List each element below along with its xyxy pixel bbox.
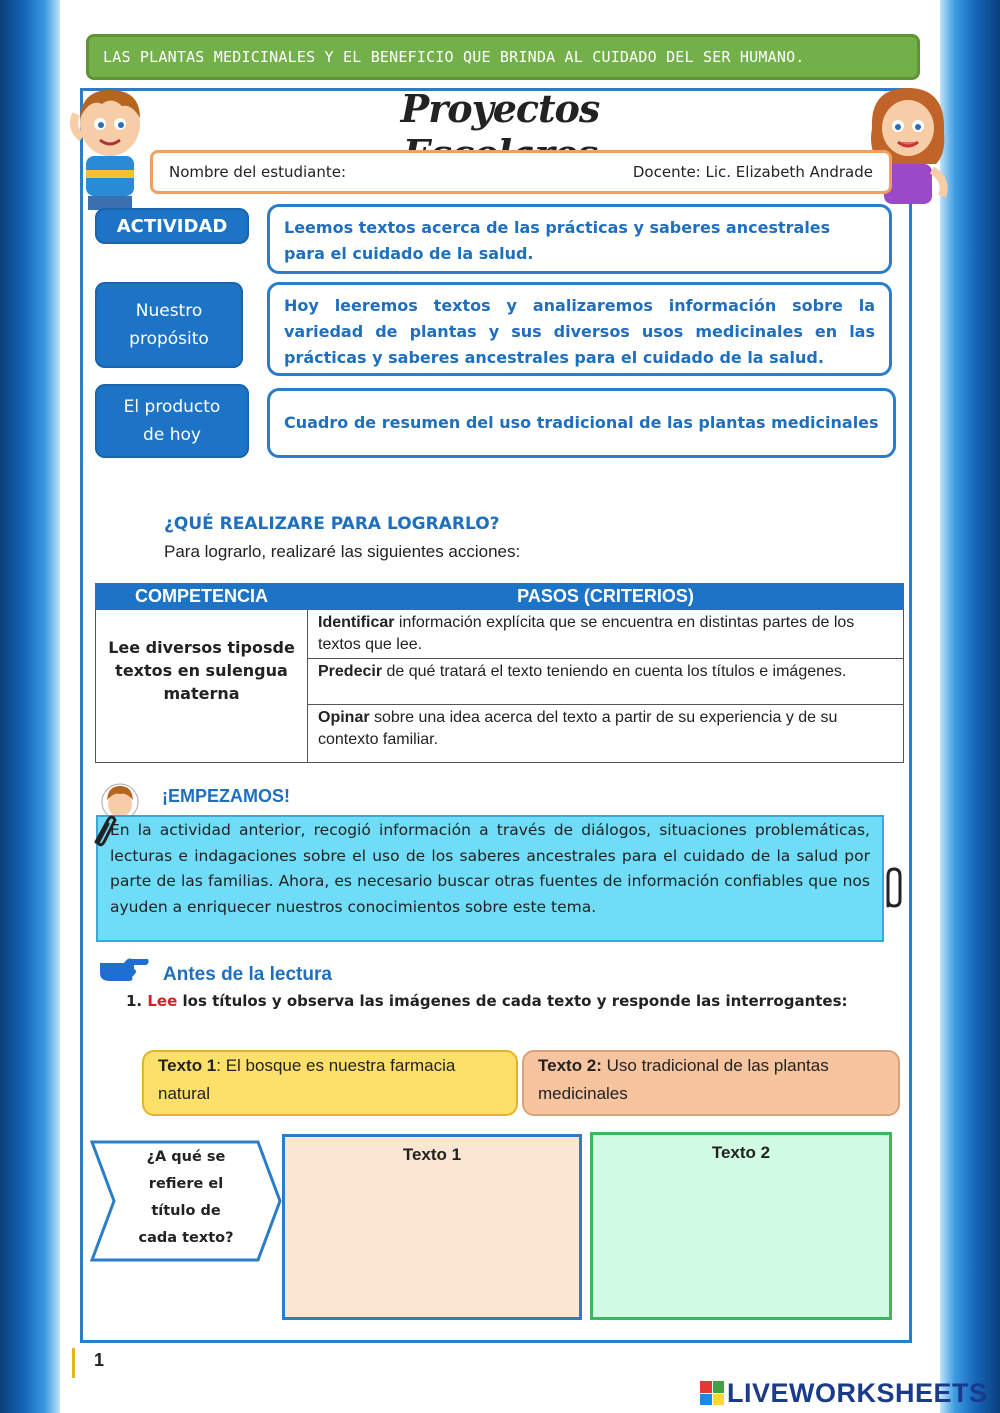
steps-header: PASOS (CRITERIOS)	[308, 584, 904, 610]
instruction-verb: Lee	[147, 992, 178, 1010]
text2-label: Texto 2:	[538, 1056, 602, 1075]
right-border-decoration	[940, 0, 1000, 1413]
paperclip-icon	[874, 866, 902, 910]
teacher-name: Docente: Lic. Elizabeth Andrade	[632, 163, 873, 181]
question-line: ¿A qué se	[146, 1149, 226, 1165]
pointing-hand-icon	[98, 951, 150, 985]
start-title: ¡EMPEZAMOS!	[162, 786, 290, 806]
start-text-box: En la actividad anterior, recogió información a través de diálogos, situaciones problemáticas, lecturas e indagaciones sobre el uso de los saberes ancestrales para el cuidado de la salud por parte de las familias. Ahora, es necesario buscar otras fuentes de información confiables que nos ayuden a enriquecer nuestros conocimientos sobre este tema.	[96, 815, 884, 942]
table-row	[96, 610, 904, 659]
step-text: sobre una idea acerca del texto a partir de su experiencia y de su contexto familiar.	[318, 709, 838, 748]
step-text: de qué tratará el texto teniendo en cuenta los títulos e imágenes.	[382, 663, 847, 680]
answer2-header: Texto 2	[711, 1143, 771, 1162]
answer-box-text1[interactable]	[282, 1134, 582, 1320]
text2-title: Uso tradicional de las plantas medicinales	[538, 1056, 829, 1103]
student-name-label: Nombre del estudiante:	[169, 163, 347, 181]
purpose-label-line1: Nuestro	[135, 301, 203, 321]
step-verb: Opinar	[318, 709, 370, 726]
topic-banner: LAS PLANTAS MEDICINALES Y EL BENEFICIO QUE BRINDA AL CUIDADO DEL SER HUMANO.	[86, 34, 920, 80]
answer1-header: Texto 1	[402, 1145, 462, 1164]
instruction-text: los títulos y observa las imágenes de cada texto y responde las interrogantes:	[177, 992, 848, 1010]
student-info-box	[150, 150, 892, 194]
competence-line: textos en sulengua	[115, 661, 288, 680]
competence-cell	[96, 610, 308, 763]
boy-illustration	[62, 84, 158, 210]
step-verb: Predecir	[318, 663, 383, 680]
text1-label: Texto 1	[158, 1056, 217, 1075]
liveworksheets-logo	[700, 1378, 988, 1408]
left-border-decoration	[0, 0, 60, 1413]
question-line: cada texto?	[138, 1230, 234, 1246]
product-text: Cuadro de resumen del uso tradicional de las plantas medicinales	[267, 388, 896, 458]
question-line: refiere el	[148, 1176, 224, 1192]
step-cell	[308, 705, 904, 763]
product-label	[95, 384, 249, 458]
purpose-label	[95, 282, 243, 368]
step-text: información explícita que se encuentra en distintas partes de los textos que lee.	[318, 614, 855, 653]
step-cell	[308, 610, 904, 659]
product-label-line1: El producto	[123, 397, 221, 417]
instruction-number: 1.	[126, 992, 143, 1010]
answer-box-text2[interactable]	[590, 1132, 892, 1320]
competence-line: Lee diversos tiposde	[108, 638, 295, 657]
purpose-label-line2: propósito	[129, 329, 209, 349]
plan-title: ¿QUÉ REALIZARE PARA LOGRARLO?	[164, 514, 500, 534]
competence-table	[95, 583, 904, 763]
text1-title: : El bosque es nuestra farmacia natural	[158, 1056, 456, 1103]
paperclip-icon	[88, 812, 118, 852]
text1-title-box	[142, 1050, 518, 1116]
purpose-text: Hoy leeremos textos y analizaremos información sobre la variedad de plantas y sus diversos usos medicinales en las prácticas y saberes ancestrales para el cuidado de la salud.	[267, 282, 892, 376]
plan-subtitle: Para lograrlo, realizaré las siguientes acciones:	[164, 542, 521, 561]
step-cell	[308, 659, 904, 705]
competence-header: COMPETENCIA	[96, 584, 308, 610]
activity-label: ACTIVIDAD	[95, 208, 249, 244]
question-text	[100, 1144, 272, 1252]
reading-instruction	[126, 992, 848, 1010]
activity-text: Leemos textos acerca de las prácticas y saberes ancestrales para el cuidado de la salud.	[267, 204, 892, 274]
before-reading-title: Antes de la lectura	[163, 964, 332, 985]
page-number: 1	[94, 1350, 105, 1370]
page-title: Proyectos	[400, 86, 600, 131]
product-label-line2: de hoy	[143, 425, 201, 445]
step-verb: Identificar	[318, 614, 395, 631]
table-header-row	[96, 584, 904, 610]
logo-text: LIVEWORKSHEETS	[727, 1377, 988, 1408]
competence-line: materna	[163, 684, 240, 703]
text2-title-box	[522, 1050, 900, 1116]
logo-mark-icon	[700, 1381, 724, 1405]
page-number-bar	[72, 1348, 75, 1378]
question-line: título de	[151, 1203, 221, 1219]
